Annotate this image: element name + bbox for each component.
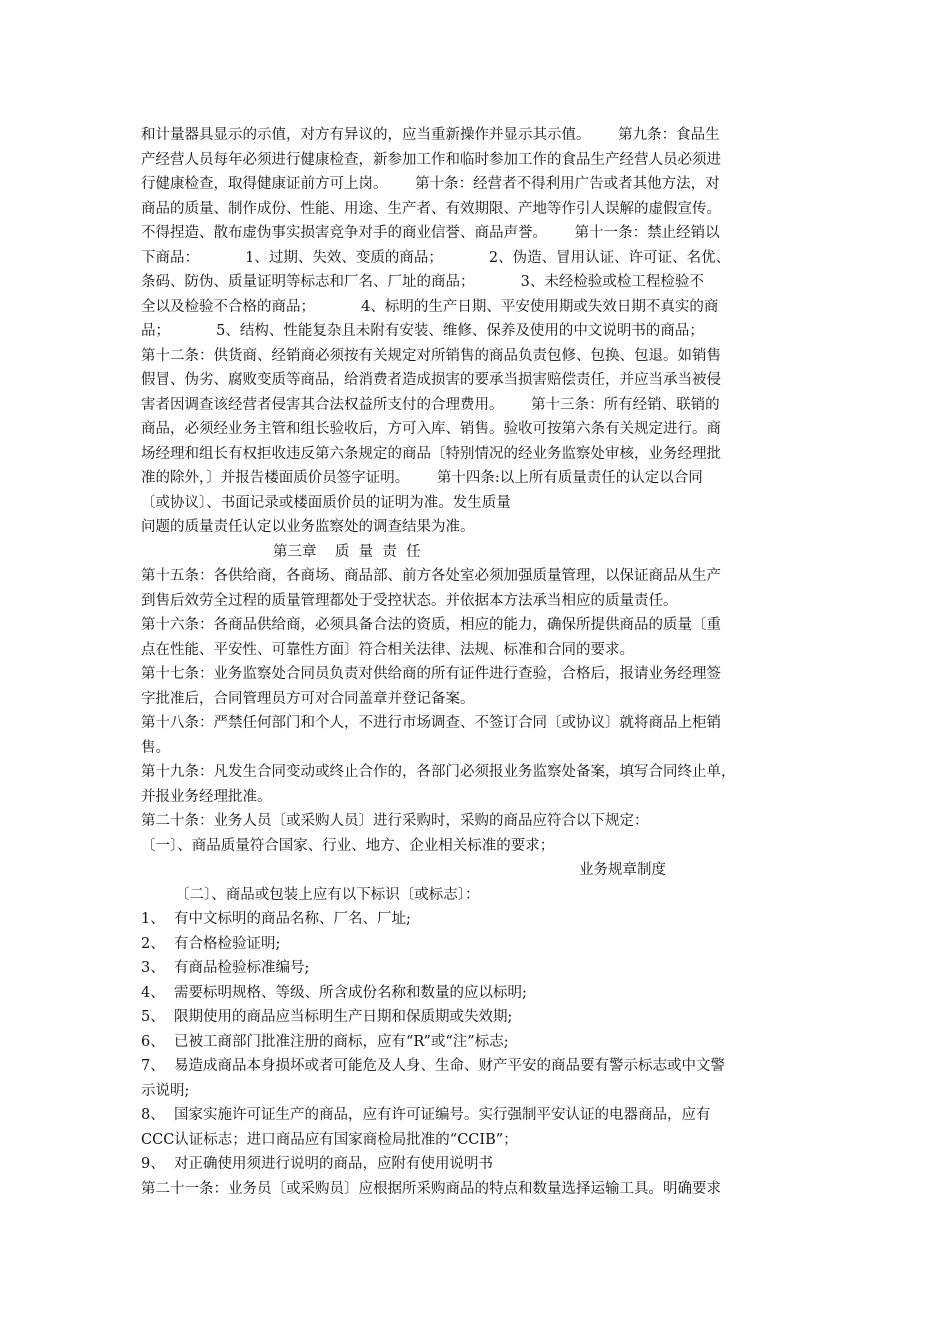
body-line: 〔一〕、商品质量符合国家、行业、地方、企业相关标准的要求； <box>141 837 555 854</box>
body-line: 并报业务经理批准。 <box>141 788 272 805</box>
list-item: 4、 需要标明规格、等级、所含成份名称和数量的应以标明; <box>141 984 527 1001</box>
body-line: 第十二条：供货商、经销商必须按有关规定对所销售的商品负责包修、包换、包退。如销售 <box>141 347 721 364</box>
list-item: 1、 有中文标明的商品名称、厂名、厂址; <box>141 911 411 927</box>
body-line: 条码、防伪、质量证明等标志和厂名、厂址的商品； 3、未经检验或检工程检验不 <box>141 274 704 290</box>
list-item: 9、 对正确使用须进行说明的商品，应附有使用说明书 <box>141 1156 493 1172</box>
list-item: 8、 国家实施许可证生产的商品，应有许可证编号。实行强制平安认证的电器商品，应有 <box>141 1107 711 1123</box>
body-line: 全以及检验不合格的商品； 4、标明的生产日期、平安使用期或失效日期不真实的商 <box>141 298 719 315</box>
body-line: 第十八条：严禁任何部门和个人，不进行市场调查、不签订合同〔或协议〕就将商品上柜销 <box>141 715 721 731</box>
list-item: 5、 限期使用的商品应当标明生产日期和保质期或失效期; <box>141 1009 513 1025</box>
body-line: 品； 5、结构、性能复杂且未附有安装、维修、保养及使用的中文说明书的商品； <box>141 323 704 339</box>
list-item: CCC认证标志；进口商品应有国家商检局批准的“CCIB”； <box>141 1131 518 1148</box>
body-line: 不得捏造、散布虚伪事实损害竞争对手的商业信誉、商品声誉。 第十一条：禁止经销以 <box>141 225 720 241</box>
body-text-block <box>141 123 831 540</box>
chapter-body-block <box>141 564 831 858</box>
body-line: 产经营人员每年必须进行健康检查，新参加工作和临时参加工作的食品生产经营人员必须进 <box>141 151 721 168</box>
chapter-heading: 第三章 质 量 责 任 <box>273 543 421 560</box>
body-line: 到售后效劳全过程的质量管理都处于受控状态。并依据本方法承当相应的质量责任。 <box>141 592 678 609</box>
body-line: 假冒、伪劣、腐败变质等商品，给消费者造成损害的要承当损害赔偿责任，并应当承当被侵 <box>141 372 721 388</box>
body-line: 第十五条：各供给商，各商场、商品部、前方各处室必须加强质量管理，以保证商品从生产 <box>141 568 721 584</box>
body-line: 下商品： 1、过期、失效、变质的商品； 2、伪造、冒用认证、许可证、名优、 <box>141 249 731 266</box>
list-item: 2、 有合格检验证明; <box>141 935 281 952</box>
document-page <box>141 123 831 1201</box>
body-line: 准的除外，〕并报告楼面质价员签字证明。 第十四条:以上所有质量责任的认定以合同 <box>141 470 703 486</box>
body-line: 问题的质量责任认定以业务监察处的调查结果为准。 <box>141 519 475 535</box>
numbered-list <box>141 907 831 1201</box>
body-line: 〔或协议〕、书面记录或楼面质价员的证明为准。发生质量 <box>141 494 511 511</box>
body-line: 第十七条：业务监察处合同员负责对供给商的所有证件进行查验，合格后，报请业务经理签 <box>141 666 721 682</box>
body-line: 字批准后，合同管理员方可对合同盖章并登记备案。 <box>141 690 475 707</box>
body-line: 害者因调查该经营者侵害其合法权益所支付的合理费用。 第十三条：所有经销、联销的 <box>141 396 720 413</box>
body-line: 第二十一条：业务员〔或采购员〕应根据所采购商品的特点和数量选择运输工具。明确要求 <box>141 1180 721 1197</box>
list-item: 7、 易造成商品本身损坏或者可能危及人身、生命、财产平安的商品要有警示标志或中文警 <box>141 1058 725 1074</box>
body-line: 商品的质量、制作成份、性能、用途、生产者、有效期限、产地等作引人误解的虚假宣传。 <box>141 200 721 217</box>
body-line: 第十六条：各商品供给商，必须具备合法的资质，相应的能力，确保所提供商品的质量〔重 <box>141 617 721 633</box>
body-line: 和计量器具显示的示值，对方有异议的，应当重新操作并显示其示值。 第九条：食品生 <box>141 127 720 143</box>
body-line: 商品，必须经业务主管和组长验收后，方可入库、销售。验收可按第六条有关规定进行。商 <box>141 421 721 437</box>
sub-heading: 〔二〕、商品或包装上应有以下标识〔或标志〕： <box>175 886 480 903</box>
body-line: 第二十条：业务人员〔或采购人员〕进行采购时，采购的商品应符合以下规定： <box>141 813 649 829</box>
body-line: 点在性能、平安性、可靠性方面〕符合相关法律、法规、标准和合同的要求。 <box>141 641 634 658</box>
running-header: 业务规章制度 <box>579 862 666 878</box>
list-item: 3、 有商品检验标准编号; <box>141 960 310 976</box>
list-item: 示说明; <box>141 1082 190 1099</box>
body-line: 第十九条：凡发生合同变动或终止合作的，各部门必须报业务监察处备案，填写合同终止单， <box>141 764 736 780</box>
body-line: 行健康检查，取得健康证前方可上岗。 第十条：经营者不得利用广告或者其他方法，对 <box>141 176 720 192</box>
body-line: 售。 <box>141 739 170 756</box>
body-line: 场经理和组长有权拒收违反第六条规定的商品〔特别情况的经业务监察处审核，业务经理批 <box>141 445 721 462</box>
list-item: 6、 已被工商部门批准注册的商标，应有“R”或“注”标志; <box>141 1033 509 1050</box>
